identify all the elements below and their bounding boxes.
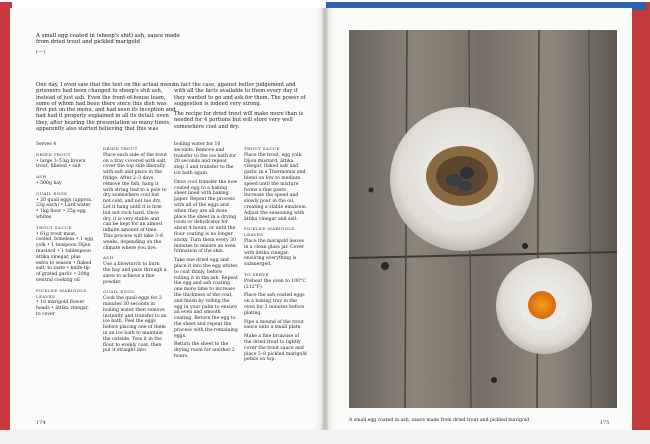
method-paragraph: Take one dried egg and place it into the egg whites to coat thinly, before rolling it in the ash. Repeat the egg and ash coating one more time to increase the thickness of the coat, and finish by rolling the egg in your palm to ensure an even and smooth coating. Return the egg to the sheet and repeat the process with the remaining eggs. [174,258,238,339]
method-paragraph: Cook the quail eggs for 2 minutes 30 seconds in boiling water then remove instantly and transfer to an ice bath. Peel the eggs before placing one of them in an ice bath to maintain the outside. Toss it in the flour to evenly coat, then put it straight into [103,296,167,354]
recipe-title: A small egg coated in (sheep's shit) ash, sauce made from dried trout and pickled marigold [36,33,180,46]
book-bottom-shadow [0,430,650,444]
method-paragraph: Once cool transfer the now coated egg to a baking sheet lined with baking paper. Repeat the process with all of the eggs and when they are all done place the sheet in a drying room or dehydrator for about 4 hours, or until the flour coating is no longer sticky. Turn them every 30 minutes to ensure an even formation of the skin. [174,179,238,255]
method-paragraph: Place the ash-coated eggs on a baking tray in the oven for 3 minutes before plating. [244,293,305,316]
method-paragraph: Pipe a mound of the trout sauce onto a small plate. [244,319,304,331]
section-heading: QUAIL EGGS [36,190,68,196]
ingredient-list: • 20 quail eggs (approx. 23g each) • Lard water • 1kg flour • 25g egg whites [36,197,93,220]
intro-text-left [36,82,176,136]
page-number-right: 175 [600,420,610,426]
method-paragraph: Return the sheet to the drying room for another 2 hours. [174,342,235,359]
dish-photo [349,30,617,408]
method-paragraph: Preheat the oven to 100°C (212°F). [244,278,306,290]
page-number-left: 174 [36,420,46,426]
method-paragraph: Place the trout, egg yolk, Dijon mustard, ättika vinegar, flaked salt and garlic in a Thermomix and blend on low to medium speed until the mixture forms a fine paste. Increase the speed and slowly pour in the oil, creating a stable emulsion. Adjust the seasoning with ättika vinegar and salt. [244,152,308,222]
intro-paragraph: One day, I even saw that the text on the actual menu prisoners had been changed to sheep's shit ash, instead of just ash. Even the front-of-house team, some of whom had been there since this dish was first put on the menu, and had seen its inception and had had it properly explained in all its detail: even they, after hearing the presentation so many times, apparently also started believing that this was [36,82,176,133]
section-heading: TO SERVE [244,271,269,277]
method-column-3 [244,142,308,366]
photo-caption: A small egg coated in ash, sauce made from dried trout and pickled marigold [349,418,530,423]
ingredient-list: • 500g hay [36,180,62,186]
method-paragraph: Use a blowtorch to burn the hay and pass through a sieve to achieve a fine powder. [103,262,167,285]
method-paragraph: Place each side of the trout on a tray covered with salt, cover the top side liberally with salt and place in the fridge. After 2–3 days, remove the fish, hang it with string tied to a pole to dry somewhere cool but not cold, and not too dry. Let it hang until it is firm but not rock hard. Once dry, it is very stable and can be kept for an almost infinite amount of time. This process will take 3–6 weeks, depending on the climate where you live. [103,152,167,251]
method-paragraph: boiling water for 10 seconds. Remove and transfer to the ice bath for 20 seconds and repeat step 3 and transfer to the ice bath again. [174,142,237,176]
title-separator: (—) [36,49,45,55]
intro-paragraph: in fact the case, against better judgement and with all the facts available to them every day if they wanted to go and ask for them. The power of suggestion is indeed very strong. [174,82,306,107]
method-paragraph: Make a fine brunoise of the dried trout to lightly cover the trout sauce and place 5–8 pickled marigold petals on top. [244,334,307,363]
serves-line: Serves 4 [36,142,57,147]
section-heading: ASH [103,255,114,261]
method-column-2 [174,142,238,363]
intro-text-right [174,82,308,134]
section-heading: ASH [36,174,47,180]
method-paragraph: Place the marigold leaves in a clean glass jar. Cover with ättika vinegar, ensuring everything is submerged. [244,238,304,268]
section-heading: QUAIL EGGS [103,289,135,295]
section-heading: DRIED TROUT [36,151,71,157]
method-column-1 [103,142,168,357]
section-heading: TROUT SAUCE [244,146,280,151]
ingredient-list: • 10 marigold flower heads • ättika vinegar, to cover [36,300,89,317]
section-heading: PICKLED MARIGOLD LEAVES [244,226,295,238]
book-gutter [322,8,328,430]
section-heading: DRIED TROUT [103,146,138,151]
ingredient-list: • 61g trout meat, cooled, boneless • 1 egg yolk • 1 teaspoon Dijon mustard • 1 tablespoon ättika vinegar, plus extra to season • flaked salt, to taste • knife-tip of grated garlic • 200g neutral cooking oil [36,231,94,283]
section-heading: TROUT SAUCE [36,224,72,230]
section-heading: PICKLED MARIGOLD LEAVES [36,287,87,299]
ingredient-list: • large 3–5 kg brown trout, filleted • salt [36,158,86,170]
intro-paragraph: The recipe for dried trout will make more than is needed for 4 portions but will store very well somewhere cool and dry. [174,111,304,130]
ingredients-column [36,142,94,321]
